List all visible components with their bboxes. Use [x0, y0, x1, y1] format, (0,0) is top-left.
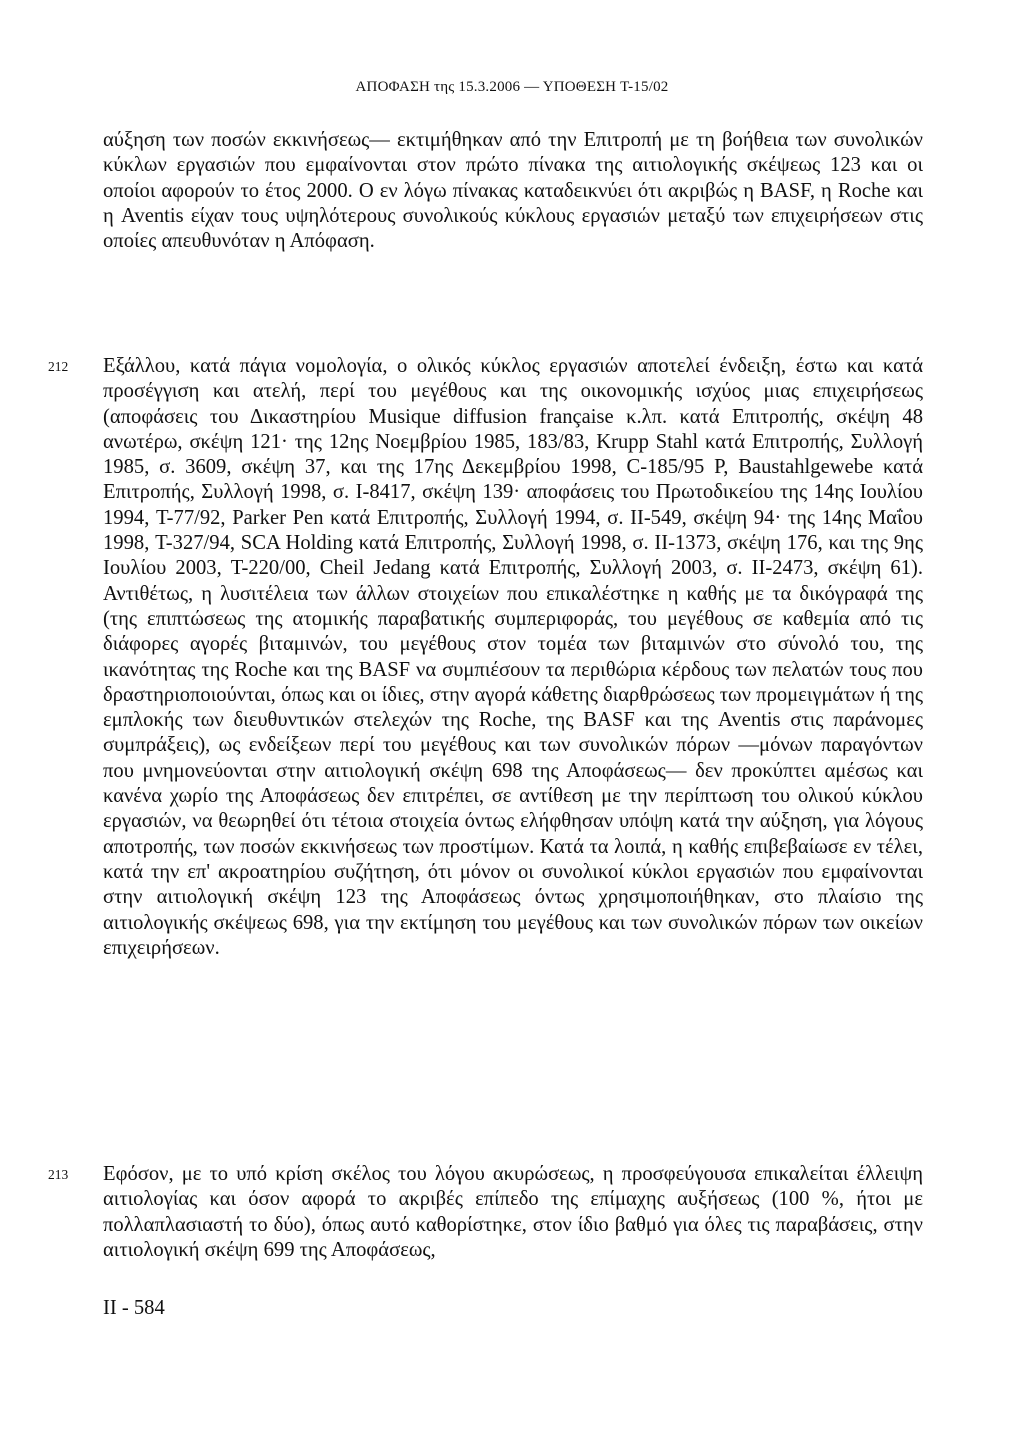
running-header: ΑΠΟΦΑΣΗ της 15.3.2006 — ΥΠΟΘΕΣΗ T-15/02 [355, 79, 669, 95]
paragraph-213: Εφόσον, με το υπό κρίση σκέλος του λόγου ακυρώσεως, η προσφεύγουσα επικαλείται έλλειψη αιτιολογίας και όσον αφορά το ακριβές επίπεδο της επίμαχης αυξήσεως (100 %, ήτοι με πολλαπλασιαστή το δύο), όπως αυτό καθορίστηκε, στον ίδιο βαθμό για όλες τις παραβάσεις, στην αιτιολογική σκέψη 699 της Αποφάσεως, [103, 1163, 923, 1261]
page-number: II - 584 [103, 1297, 165, 1319]
paragraph-number-212: 212 [48, 359, 69, 374]
paragraph-212: Εξάλλου, κατά πάγια νομολογία, ο ολικός κύκλος εργασιών αποτελεί ένδειξη, έστω και κατά προσέγγιση και ατελή, περί του μεγέθους και της οικονομικής ισχύος μιας επιχειρήσεως (αποφάσεις του Δικαστηρίου Musique diffusion française κ.λπ. κατά Επιτροπής, σκέψη 48 ανωτέρω, σκέψη 121· της 12ης Νοεμβρίου 1985, 183/83, Krupp Stahl κατά Επιτροπής, Συλλογή 1985, σ. 3609, σκέψη 37, και της 17ης Δεκεμβρίου 1998, C-185/95 P, Baustahlgewebe κατά Επιτροπής, Συλλογή 1998, σ. I-8417, σκέψη 139· αποφάσεις του Πρωτοδικείου της 14ης Ιουλίου 1994, T-77/92, Parker Pen κατά Επιτροπής, Συλλογή 1994, σ. II-549, σκέψη 94· της 14ης Μαΐου 1998, T-327/94, SCA Holding κατά Επιτροπής, Συλλογή 1998, σ. II-1373, σκέψη 176, και της 9ης Ιουλίου 2003, T-220/00, Cheil Jedang κατά Επιτροπής, Συλλογή 2003, σ. II-2473, σκέψη 61). Αντιθέτως, η λυσιτέλεια των άλλων στοιχείων που επικαλέστηκε η καθής με τα δικόγραφά της (της επιπτώσεως της ατομικής παραβατικής συμπεριφοράς, του μεγέθους σε καθεμία από τις διάφορες αγορές βιταμινών, του μεγέθους στον τομέα των βιταμινών στο σύνολό του, της ικανότητας της Roche και της BASF να συμπιέσουν τα περιθώρια κέρδους των πελατών τους που δραστηριοποιούνται, όπως και οι ίδιες, στην αγορά κάθετης διαρθρώσεως των προμειγμάτων ή της εμπλοκής των διευθυντικών στελεχών της Roche, της BASF και της Aventis στις παράνομες συμπράξεις), ως ενδείξεων περί του μεγέθους και των συνολικών πόρων —μόνων παραγόντων που μνημονεύονται στην αιτιολογική σκέψη 698 της Αποφάσεως— δεν προκύπτει αμέσως και κανένα χωρίο της Αποφάσεως δεν επιτρέπει, σε αντίθεση με την περίπτωση του ολικού κύκλου εργασιών, να θεωρηθεί ότι τέτοια στοιχεία όντως ελήφθησαν υπόψη κατά την αύξηση, για λόγους αποτροπής, των ποσών εκκινήσεως των προστίμων. Κατά τα λοιπά, η καθής επιβεβαίωσε εν τέλει, κατά την επ' ακροατηρίου συζήτηση, ότι μόνον οι συνολικοί κύκλοι εργασιών που εμφαίνονται στην αιτιολογική σκέψη 123 της Αποφάσεως όντως χρησιμοποιήθηκαν, στο πλαίσιο της αιτιολογικής σκέψεως 698, για την εκτίμηση του μεγέθους και των συνολικών πόρων των οικείων επιχειρήσεων. [103, 355, 923, 959]
paragraph-continued: αύξηση των ποσών εκκινήσεως— εκτιμήθηκαν από την Επιτροπή με τη βοήθεια των συνολικών κύκλων εργασιών που εμφαίνονται στον πρώτο πίνακα της αιτιολογικής σκέψεως 123 και οι οποίοι αφορούν το έτος 2000. Ο εν λόγω πίνακας καταδεικνύει ότι ακριβώς η BASF, η Roche και η Aventis είχαν τους υψηλότερους συνολικούς κύκλους εργασιών μεταξύ των επιχειρήσεων στις οποίες απευθυνόταν η Απόφαση. [103, 129, 923, 253]
paragraph-number-213: 213 [48, 1167, 69, 1182]
